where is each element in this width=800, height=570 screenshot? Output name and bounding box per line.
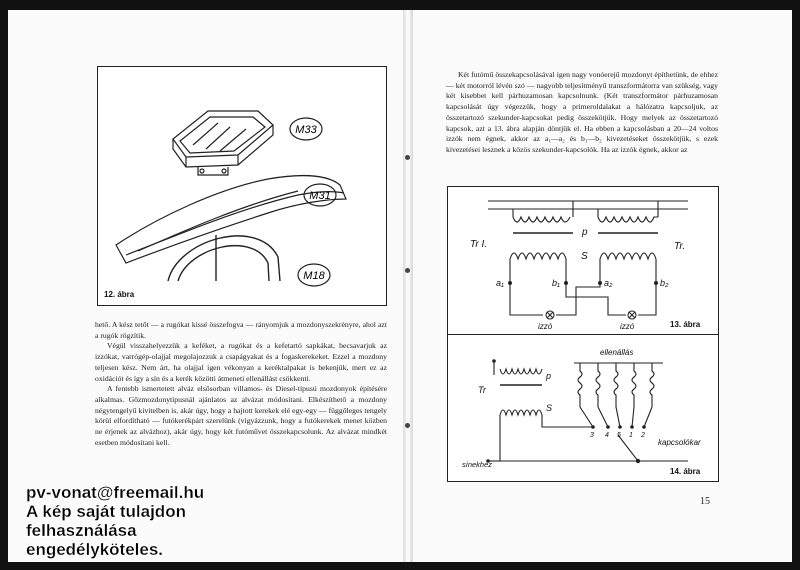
paragraph: Végül visszahelyezzük a keféket, a rugókat és a kefetartó sapkákat, becsavarjuk az izzókat, varrógép-olajjal megolajozzuk a csapágyakat és a fogaskerekeket. Ezzel a mozdony teljesen kész. Nem árt, ha olajjal igen vékonyan a keréktalpakat is bekenjük, mert ez az oxidációt és így a sín és a kerék közötti átmeneti ellenállást csökkenti. <box>95 341 387 383</box>
a1-label: a₁ <box>496 278 504 288</box>
b1-label: b₁ <box>552 278 560 288</box>
secondary-label: S <box>546 403 553 413</box>
resistor-label: ellenállás <box>600 348 634 357</box>
figure-14 <box>447 334 719 482</box>
tap-number: 5 <box>617 432 621 439</box>
tr-label: Tr <box>478 385 486 395</box>
tr2-label: Tr. <box>674 241 686 252</box>
figure-14-drawing <box>448 335 718 481</box>
watermark-line: engedélyköteles. <box>26 540 164 559</box>
figure-12 <box>97 66 387 306</box>
figure-14-caption: 14. ábra <box>670 467 701 476</box>
staple-hole <box>405 268 410 273</box>
tap-number: 1 <box>629 432 633 439</box>
rails-label: sínekhez <box>462 460 493 469</box>
right-page-text <box>446 70 718 156</box>
primary-label: p <box>582 227 588 238</box>
staple-hole <box>405 423 410 428</box>
b2-label: b₂ <box>660 278 669 288</box>
staple-hole <box>405 155 410 160</box>
page-number: 15 <box>700 496 710 507</box>
paragraph: hető. A kész tetőt — a rugókat kissé összefogva — rányomjuk a mozdonyszekrényre, ahol azt a rugók rögzítik. <box>95 320 387 340</box>
paragraph: A fentebb ismertetett alváz elsősorban villamos- és Diesel-típusú mozdonyok építésére alkalmas. Gőzmozdonytípusnál ajánlatos az alvázat módosítani. Elkészíthető a mozdony négytengelyű kivitelben is, akár úgy, hogy a hajtott kerekek elé egy-egy — függőleges tengely körül elfordítható — futókerékpárt szerelünk (vigyázzunk, hogy a futókerekek menet közben ne érjenek az alvázhoz), akár úgy, hogy két futóművet összekapcsolunk. Az alvázat mindkét esetben módosítani kell. <box>95 384 387 447</box>
paragraph: Két futómű összekapcsolásával igen nagy vonóerejű mozdonyt építhetünk, de ehhez — két motorról lévén szó — nagyobb teljesítményű transzformátorra van szükség, vagy két kisebbet kell párhuzamosan kapcsolnunk. (Két transzformátor párhuzamosan kapcsolását úgy végezzük, hogy a primeroldalakat a hálózatra kapcsoljuk, az összetartozó szekunder-kapcsokat pedig összekötjük. Hogy melyek az összetartozó kapcsok, azt a 13. ábra alapján döntjük el. Ha ebben a kapcsolásban a 20—24 voltos izzók nem égnek, akkor az a₁—a₂ és b₁—b₂ kivezetéseket összekötjük, s ezek kivezetései lesznek a közös szekunder-kapcsolók. Ha az izzók égnek, akkor az <box>446 70 718 154</box>
part-label-m31: M31 <box>309 190 331 202</box>
lamp-label: izzó <box>620 322 635 331</box>
part-label-m18: M18 <box>303 270 325 282</box>
figure-13 <box>447 186 719 336</box>
book-fold <box>403 10 413 562</box>
tr1-label: Tr I. <box>470 239 488 250</box>
tap-number: 2 <box>641 432 645 439</box>
lamp-label: izzó <box>538 322 553 331</box>
watermark-line: felhasználása <box>26 521 137 540</box>
figure-13-caption: 13. ábra <box>670 320 701 329</box>
part-label-m33: M33 <box>295 124 317 136</box>
tap-number: 4 <box>605 432 609 439</box>
switch-arm-label: kapcsolókar <box>658 438 701 447</box>
figure-13-drawing <box>448 187 718 335</box>
watermark-email: pv-vonat@freemail.hu <box>26 483 205 502</box>
a2-label: a₂ <box>604 278 613 288</box>
figure-12-drawing <box>98 67 386 305</box>
figure-12-caption: 12. ábra <box>104 290 135 299</box>
left-page-text <box>95 320 387 448</box>
secondary-label: S <box>581 251 588 262</box>
primary-label: p <box>546 371 552 381</box>
tap-number: 3 <box>590 432 594 439</box>
watermark-line: A kép saját tulajdon <box>26 502 186 521</box>
